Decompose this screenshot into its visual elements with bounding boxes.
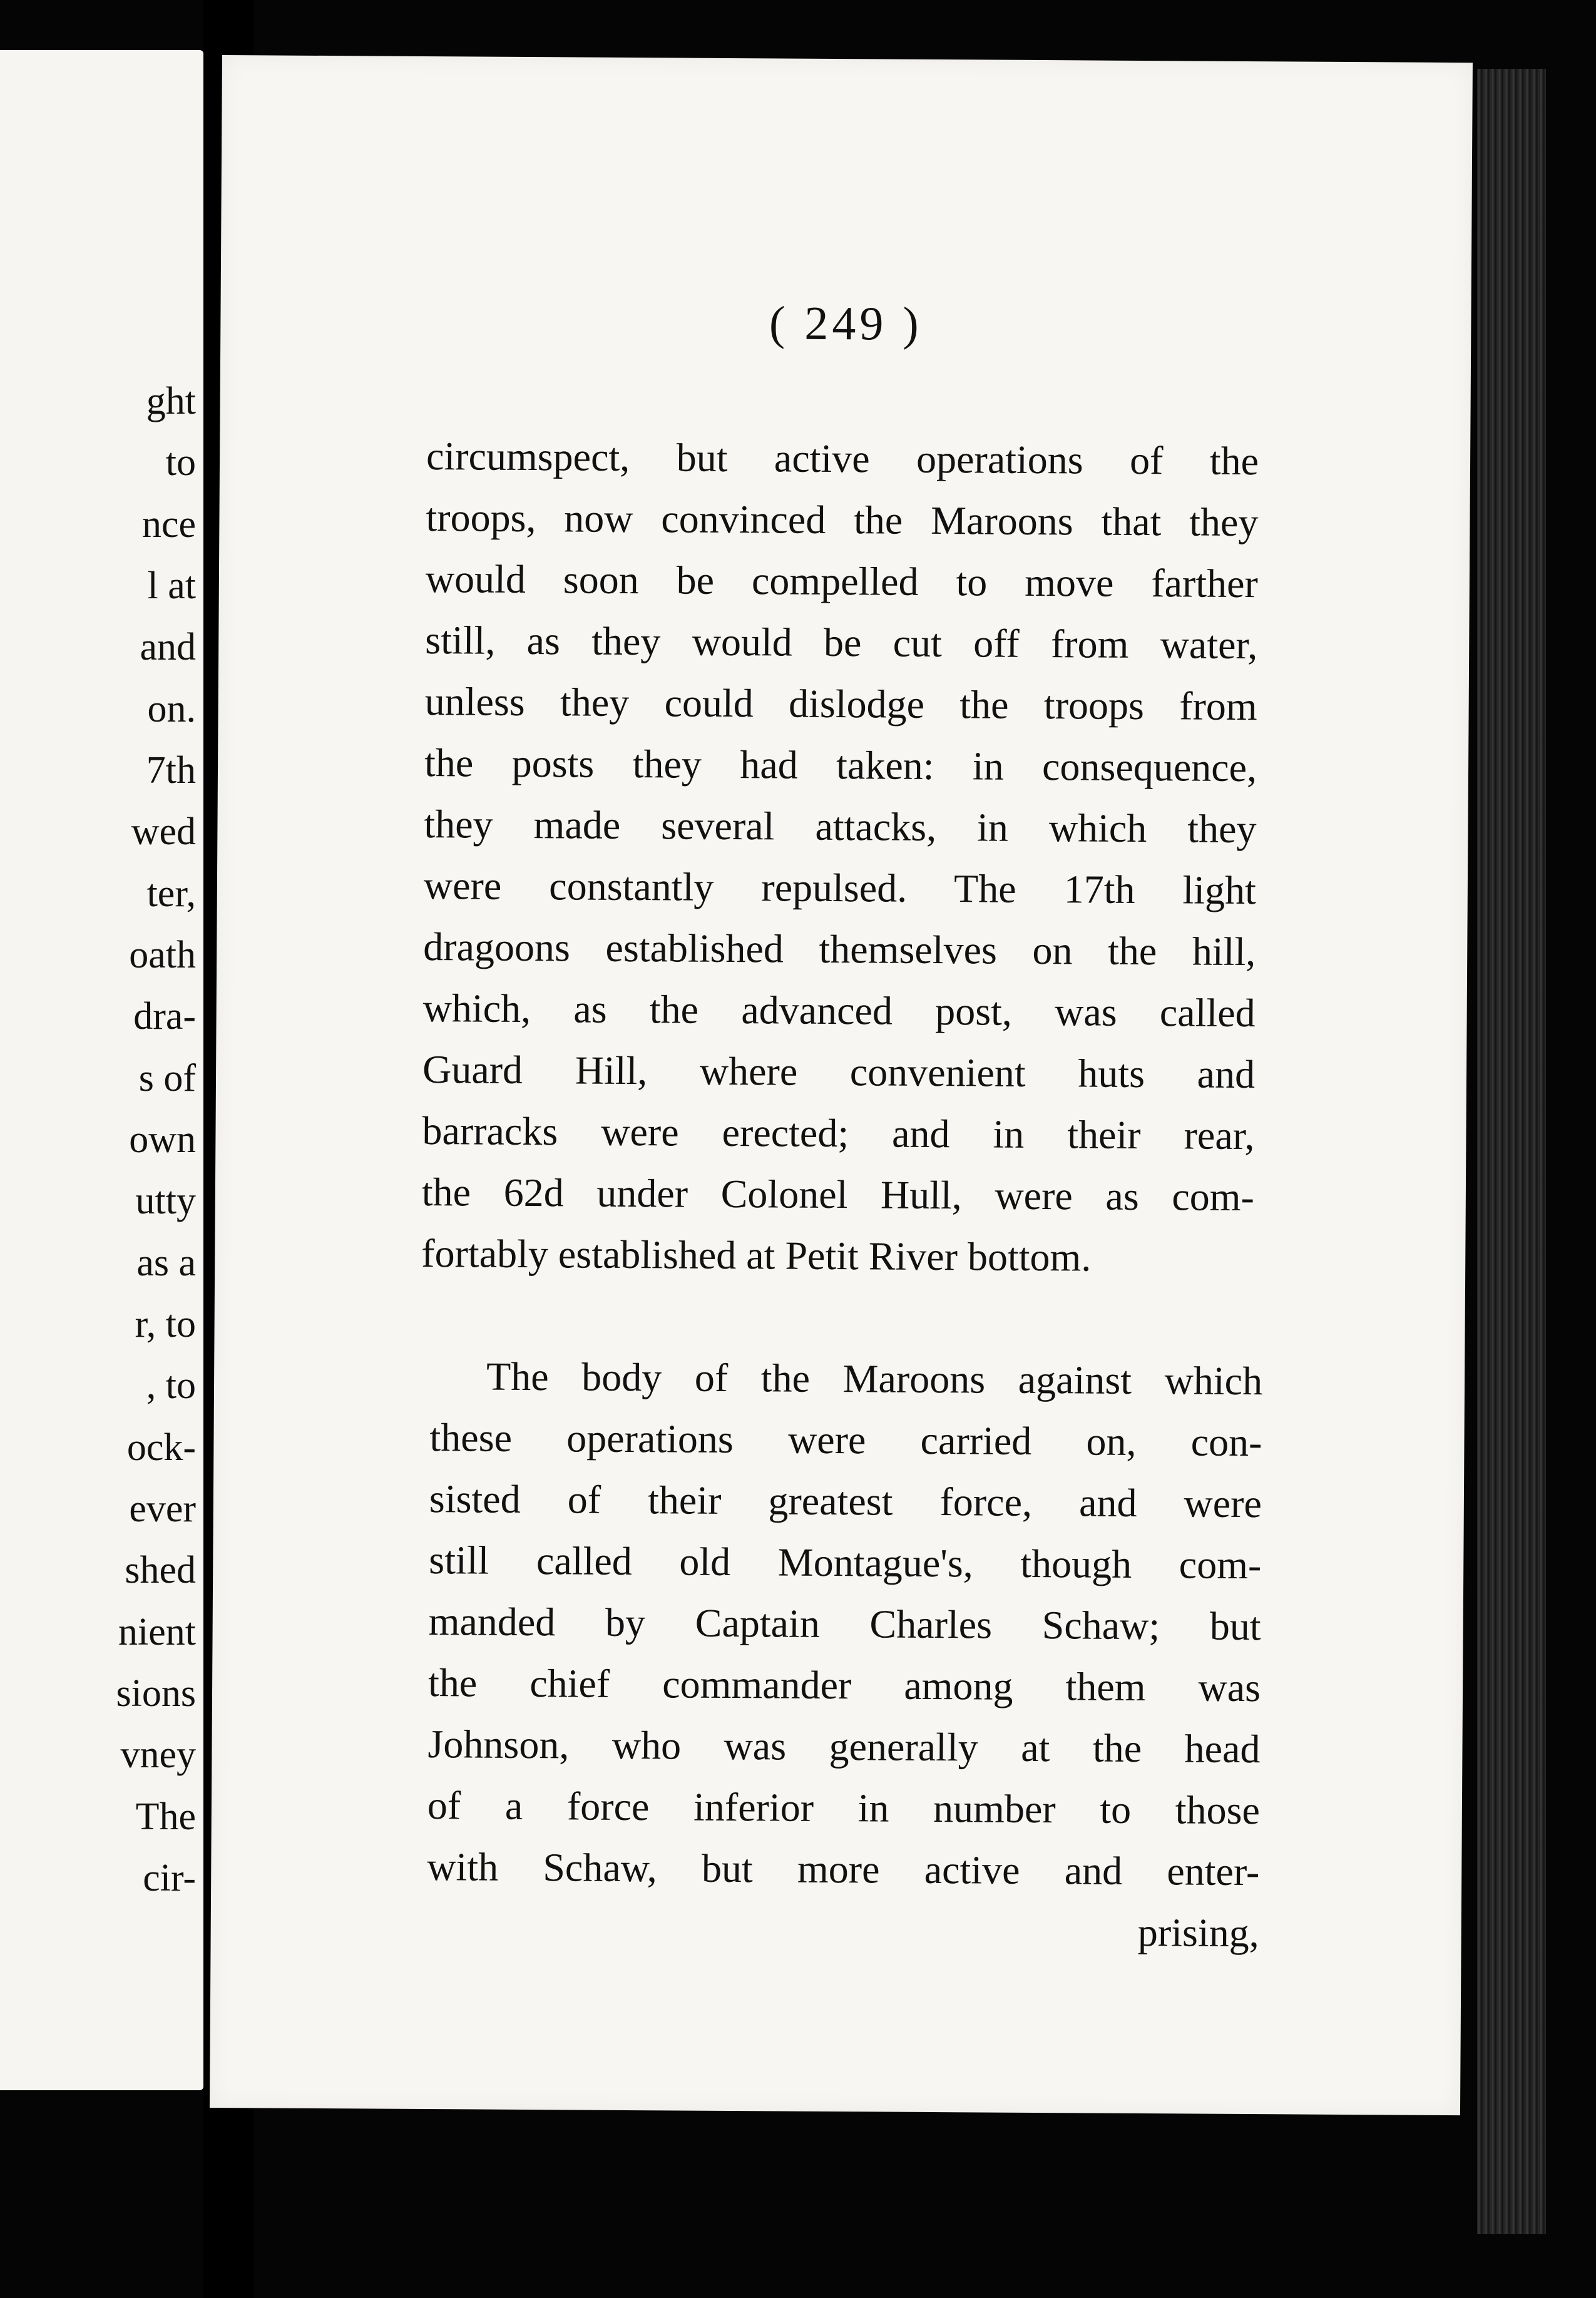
text-line: troops, now convinced the Maroons that they (426, 495, 1259, 545)
margin-fragment: and (140, 626, 196, 668)
margin-fragment: shed (125, 1549, 196, 1591)
margin-fragment: ter, (146, 872, 196, 915)
text-line: manded by Captain Charles Schaw; but (428, 1599, 1261, 1649)
margin-fragment: The (135, 1795, 196, 1838)
paragraph-2 (426, 1346, 1262, 1964)
margin-fragment: oath (129, 934, 196, 976)
margin-fragment: as a (136, 1242, 196, 1284)
margin-fragment: , to (146, 1364, 196, 1407)
catchword: prising, (1137, 1909, 1259, 1956)
text-line: barracks were erected; and in their rear, (422, 1108, 1255, 1158)
text-line: Johnson, who was generally at the head (427, 1722, 1261, 1772)
margin-fragment: ever (129, 1488, 196, 1530)
text-line: the 62d under Colonel Hull, were as com- (421, 1169, 1255, 1220)
text-line: dragoons established themselves on the hill, (423, 924, 1256, 974)
margin-fragment: s of (138, 1057, 196, 1100)
text-line: fortably established at Petit River bottom. (421, 1230, 1092, 1280)
facing-page (0, 50, 203, 2090)
text-line: the posts they had taken: in consequence, (424, 740, 1257, 790)
margin-fragment: 7th (146, 749, 196, 792)
text-line: still called old Montague's, though com- (429, 1538, 1262, 1588)
book-page (210, 55, 1473, 2115)
margin-fragment: sions (116, 1672, 196, 1715)
text-line: would soon be compelled to move farther (425, 556, 1259, 606)
text-line: circumspect, but active operations of the (426, 434, 1259, 484)
text-line: of a force inferior in number to those (427, 1783, 1261, 1833)
text-line: sisted of their greatest force, and were (429, 1476, 1262, 1526)
margin-fragment: ock- (126, 1426, 196, 1469)
text-line: which, as the advanced post, was called (422, 985, 1256, 1036)
margin-fragment: nient (118, 1611, 196, 1653)
margin-fragment: nce (141, 503, 196, 546)
text-line: unless they could dislodge the troops from (424, 678, 1257, 729)
text-line: The body of the Maroons against which (486, 1354, 1263, 1404)
margin-fragment: dra- (133, 995, 196, 1038)
margin-fragment: own (129, 1118, 196, 1161)
margin-fragment: l at (147, 564, 196, 607)
text-line: were constantly repulsed. The 17th light (423, 862, 1257, 913)
paragraph-1 (421, 426, 1259, 1289)
margin-fragment: vney (120, 1734, 196, 1776)
margin-fragment: ght (146, 380, 196, 422)
text-line: Guard Hill, where convenient huts and (422, 1046, 1256, 1097)
margin-fragment: cir- (143, 1857, 196, 1899)
margin-fragment: wed (131, 810, 196, 853)
page-edges (1477, 69, 1546, 2234)
margin-fragment: on. (147, 688, 196, 730)
text-line: still, as they would be cut off from water, (425, 617, 1258, 668)
text-line: they made several attacks, in which they (424, 801, 1257, 852)
margin-fragment: r, to (135, 1303, 196, 1346)
page-number: ( 249 ) (769, 297, 923, 350)
text-line: with Schaw, but more active and enter- (427, 1844, 1260, 1894)
margin-fragment: to (165, 441, 196, 484)
text-line: the chief commander among them was (427, 1660, 1261, 1710)
text-line: these operations were carried on, con- (429, 1415, 1262, 1465)
margin-fragment: utty (135, 1180, 196, 1222)
